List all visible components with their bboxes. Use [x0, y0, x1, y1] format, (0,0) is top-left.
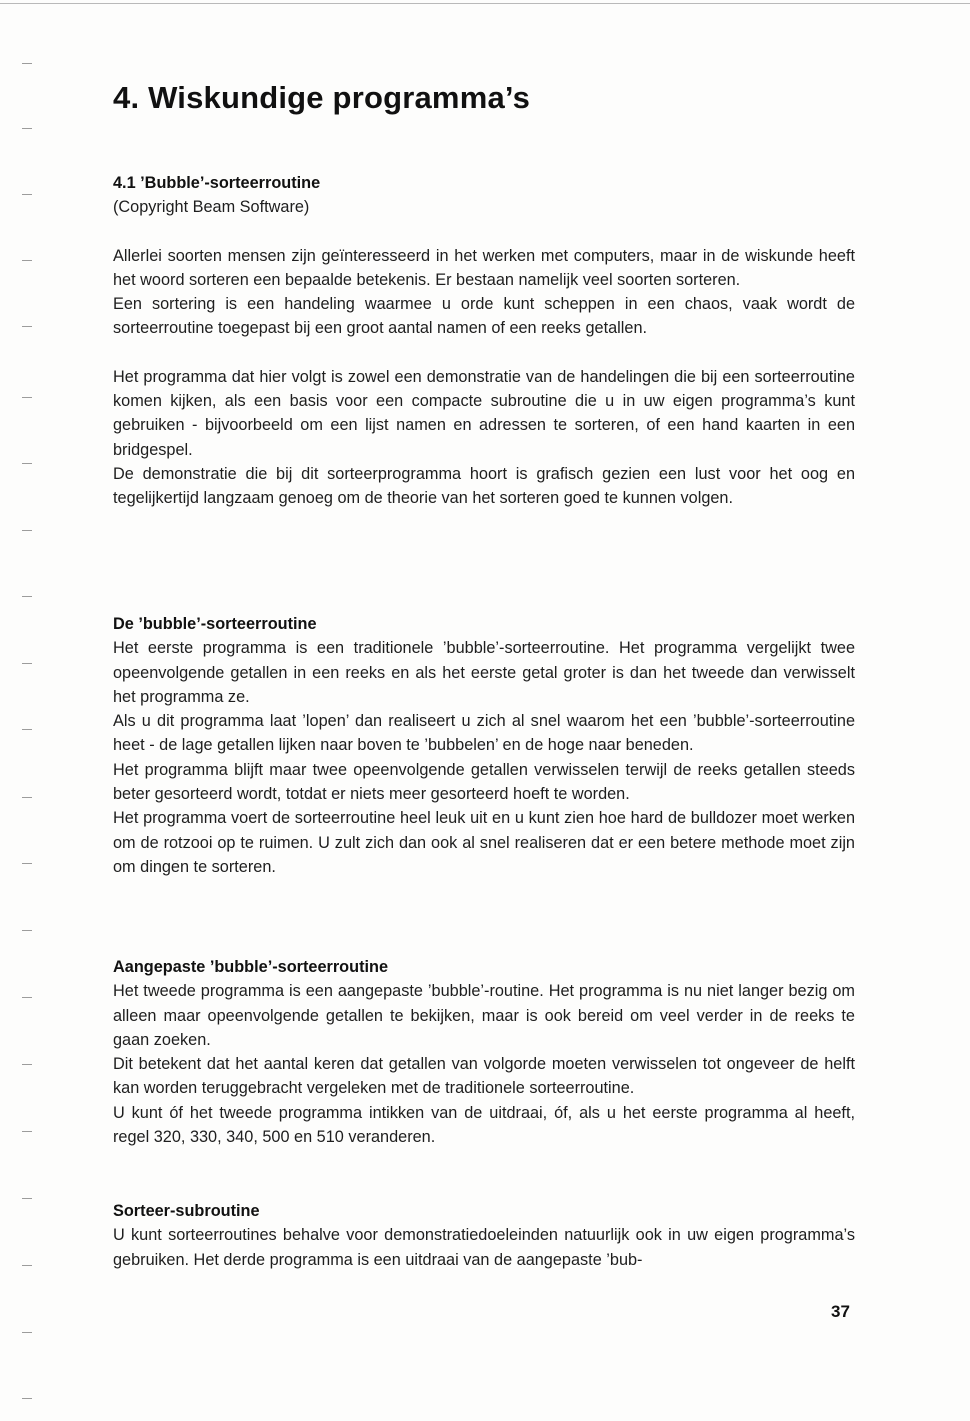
margin-tick	[22, 797, 32, 798]
paragraph: Als u dit programma laat ’lopen’ dan realiseert u zich al snel waarom het een ’bubble’-sorteerroutine heet - de lage getallen lijken naar boven te ’bubbelen’ en de hoge naar beneden.	[113, 712, 855, 755]
paragraph: U kunt sorteerroutines behalve voor demonstratiedoeleinden natuurlijk ook in uw eigen programma’s gebruiken. Het derde programma is een uitdraai van de aangepaste ’bub-	[113, 1226, 855, 1269]
top-rule	[0, 3, 970, 4]
section-heading: Sorteer-subroutine	[113, 1202, 260, 1220]
margin-tick	[22, 1398, 32, 1399]
copyright-line: (Copyright Beam Software)	[113, 198, 310, 217]
margin-tick	[22, 1064, 32, 1065]
margin-tick	[22, 260, 32, 261]
margin-tick	[22, 663, 32, 664]
section-heading: Aangepaste ’bubble’-sorteerroutine	[113, 958, 389, 976]
margin-tick	[22, 326, 32, 327]
section-heading: 4.1 ’Bubble’-sorteerroutine	[113, 174, 321, 192]
section-subroutine	[113, 1199, 855, 1272]
margin-tick	[22, 128, 32, 129]
paragraph: Het eerste programma is een traditionele ’bubble’-sorteerroutine. Het programma vergelijkt twee opeenvolgende getallen in een reeks en als het eerste getal groter is dan het tweede dan verwisselt het programma ze.	[113, 639, 855, 706]
margin-tick	[22, 1198, 32, 1199]
paragraph: U kunt óf het tweede programma intikken van de uitdraai, óf, als u het eerste programma al heeft, regel 320, 330, 340, 500 en 510 veranderen.	[113, 1103, 855, 1147]
page-number: 37	[831, 1302, 850, 1321]
section-heading: De ’bubble’-sorteerroutine	[113, 615, 317, 633]
margin-tick	[22, 1131, 32, 1132]
margin-tick	[22, 194, 32, 195]
paragraph: Allerlei soorten mensen zijn geïnteresseerd in het werken met computers, maar in de wiskunde heeft het woord sorteren een bepaalde betekenis. Er bestaan namelijk veel soorten sorteren.	[113, 246, 855, 289]
margin-tick	[22, 863, 32, 864]
chapter-title: 4. Wiskundige programma’s	[113, 80, 531, 115]
margin-tick	[22, 596, 32, 597]
margin-tick	[22, 463, 32, 464]
paragraph: Dit betekent dat het aantal keren dat getallen van volgorde moeten verwisselen tot ongeveer de helft kan worden teruggebracht vergeleken met de traditionele sorteerroutine.	[113, 1055, 855, 1098]
section-bubble-sort	[113, 612, 855, 879]
margin-ticks	[22, 0, 34, 1421]
margin-tick	[22, 63, 32, 64]
paragraph: De demonstratie die bij dit sorteerprogramma hoort is grafisch gezien een lust voor het oog en tegelijkertijd langzaam genoeg om de theorie van het sorteren goed te kunnen volgen.	[113, 464, 855, 508]
margin-tick	[22, 997, 32, 998]
margin-tick	[22, 930, 32, 931]
paragraph: Het programma voert de sorteerroutine heel leuk uit en u kunt zien hoe hard de bulldozer moet werken om de rotzooi op te ruimen. U zult zich dan ook al snel realiseren dat er een betere methode moet zijn om dingen te sorteren.	[113, 809, 855, 876]
section-4-1	[113, 171, 855, 511]
section-aangepaste	[113, 955, 855, 1149]
paragraph: Het programma dat hier volgt is zowel een demonstratie van de handelingen die bij een sorteerroutine komen kijken, als een basis voor een compacte subroutine die u in uw eigen programma’s kunt gebruiken - bijvoorbeeld om een lijst namen en adressen te sorteren, of een hand kaarten in een bridgespel.	[113, 367, 855, 459]
margin-tick	[22, 530, 32, 531]
margin-tick	[22, 397, 32, 398]
paragraph: Het tweede programma is een aangepaste ’bubble’-routine. Het programma is nu niet langer bezig om alleen maar opeenvolgende getallen te bekijken, maar is ook bereid om veel verder in de reeks te gaan zoeken.	[113, 982, 855, 1049]
margin-tick	[22, 1265, 32, 1266]
paragraph: Het programma blijft maar twee opeenvolgende getallen verwisselen terwijl de reeks getallen steeds beter gesorteerd wordt, totdat er niets meer gesorteerd hoeft te worden.	[113, 760, 855, 804]
paragraph: Een sortering is een handeling waarmee u orde kunt scheppen in een chaos, vaak wordt de sorteerroutine toegepast bij een groot aantal namen of een reeks getallen.	[113, 295, 855, 338]
margin-tick	[22, 1332, 32, 1333]
margin-tick	[22, 729, 32, 730]
